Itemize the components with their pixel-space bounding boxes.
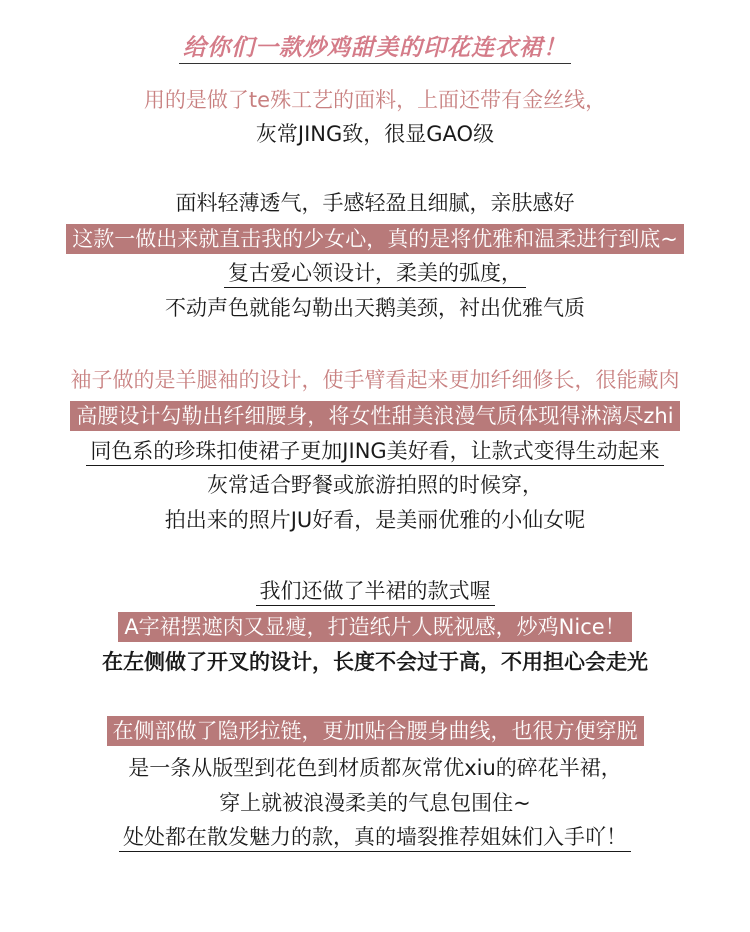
sleeve-line-2 bbox=[0, 401, 750, 431]
zipper-line-2 bbox=[0, 754, 750, 782]
sleeve-line-5 bbox=[0, 506, 750, 534]
zipper-line-3 bbox=[0, 789, 750, 817]
zipper-line-4 bbox=[0, 823, 750, 852]
sleeve-highlight-1: 高腰设计勾勒出纤细腰身，将女性甜美浪漫气质体现得淋漓尽zhi bbox=[70, 401, 679, 431]
sleeve-text-1: 袖子做的是羊腿袖的设计，使手臂看起来更加纤细修长，很能藏肉 bbox=[70, 368, 680, 392]
page-title: 给你们一款炒鸡甜美的印花连衣裙！ bbox=[179, 34, 571, 64]
skirt-line-2 bbox=[0, 612, 750, 642]
page-title-row bbox=[0, 34, 750, 64]
skirt-line-1 bbox=[0, 577, 750, 606]
feel-text-4: 不动声色就能勾勒出天鹅美颈，衬出优雅气质 bbox=[165, 296, 585, 320]
fabric-line-1 bbox=[0, 86, 750, 114]
zipper-line-1 bbox=[0, 716, 750, 746]
sleeve-line-3 bbox=[0, 437, 750, 466]
zipper-text-2: 是一条从版型到花色到材质都灰常优xiu的碎花半裙， bbox=[128, 756, 622, 780]
skirt-highlight-1: A字裙摆遮肉又显瘦，打造纸片人既视感，炒鸡Nice！ bbox=[118, 612, 631, 642]
feel-text-1: 面料轻薄透气，手感轻盈且细腻，亲肤感好 bbox=[175, 191, 575, 215]
fabric-text-1: 用的是做了te殊工艺的面料，上面还带有金丝线， bbox=[143, 88, 607, 112]
feel-line-4 bbox=[0, 294, 750, 322]
skirt-line-3 bbox=[0, 648, 750, 676]
zipper-highlight-1: 在侧部做了隐形拉链，更加贴合腰身曲线，也很方便穿脱 bbox=[107, 716, 644, 746]
fabric-line-2 bbox=[0, 120, 750, 148]
sleeve-text-4: 灰常适合野餐或旅游拍照的时候穿， bbox=[207, 473, 543, 497]
zipper-text-3: 穿上就被浪漫柔美的气息包围住~ bbox=[219, 791, 531, 815]
feel-line-3 bbox=[0, 259, 750, 288]
feel-line-2 bbox=[0, 224, 750, 254]
sleeve-underline-1: 同色系的珍珠扣使裙子更加JING美好看，让款式变得生动起来 bbox=[86, 438, 663, 466]
sleeve-line-4 bbox=[0, 471, 750, 499]
skirt-underline-1: 我们还做了半裙的款式喔 bbox=[256, 578, 495, 606]
sleeve-line-1 bbox=[0, 366, 750, 394]
feel-highlight-1: 这款一做出来就直击我的少女心，真的是将优雅和温柔进行到底~ bbox=[66, 224, 684, 254]
zipper-underline-1: 处处都在散发魅力的款，真的墙裂推荐姐妹们入手吖！ bbox=[119, 824, 631, 852]
fabric-text-2: 灰常JING致，很显GAO级 bbox=[255, 122, 495, 146]
feel-line-1 bbox=[0, 189, 750, 217]
skirt-bold-1: 在左侧做了开叉的设计，长度不会过于高，不用担心会走光 bbox=[102, 650, 648, 674]
sleeve-text-5: 拍出来的照片JU好看，是美丽优雅的小仙女呢 bbox=[164, 508, 586, 532]
feel-underline-1: 复古爱心领设计，柔美的弧度， bbox=[224, 260, 526, 288]
